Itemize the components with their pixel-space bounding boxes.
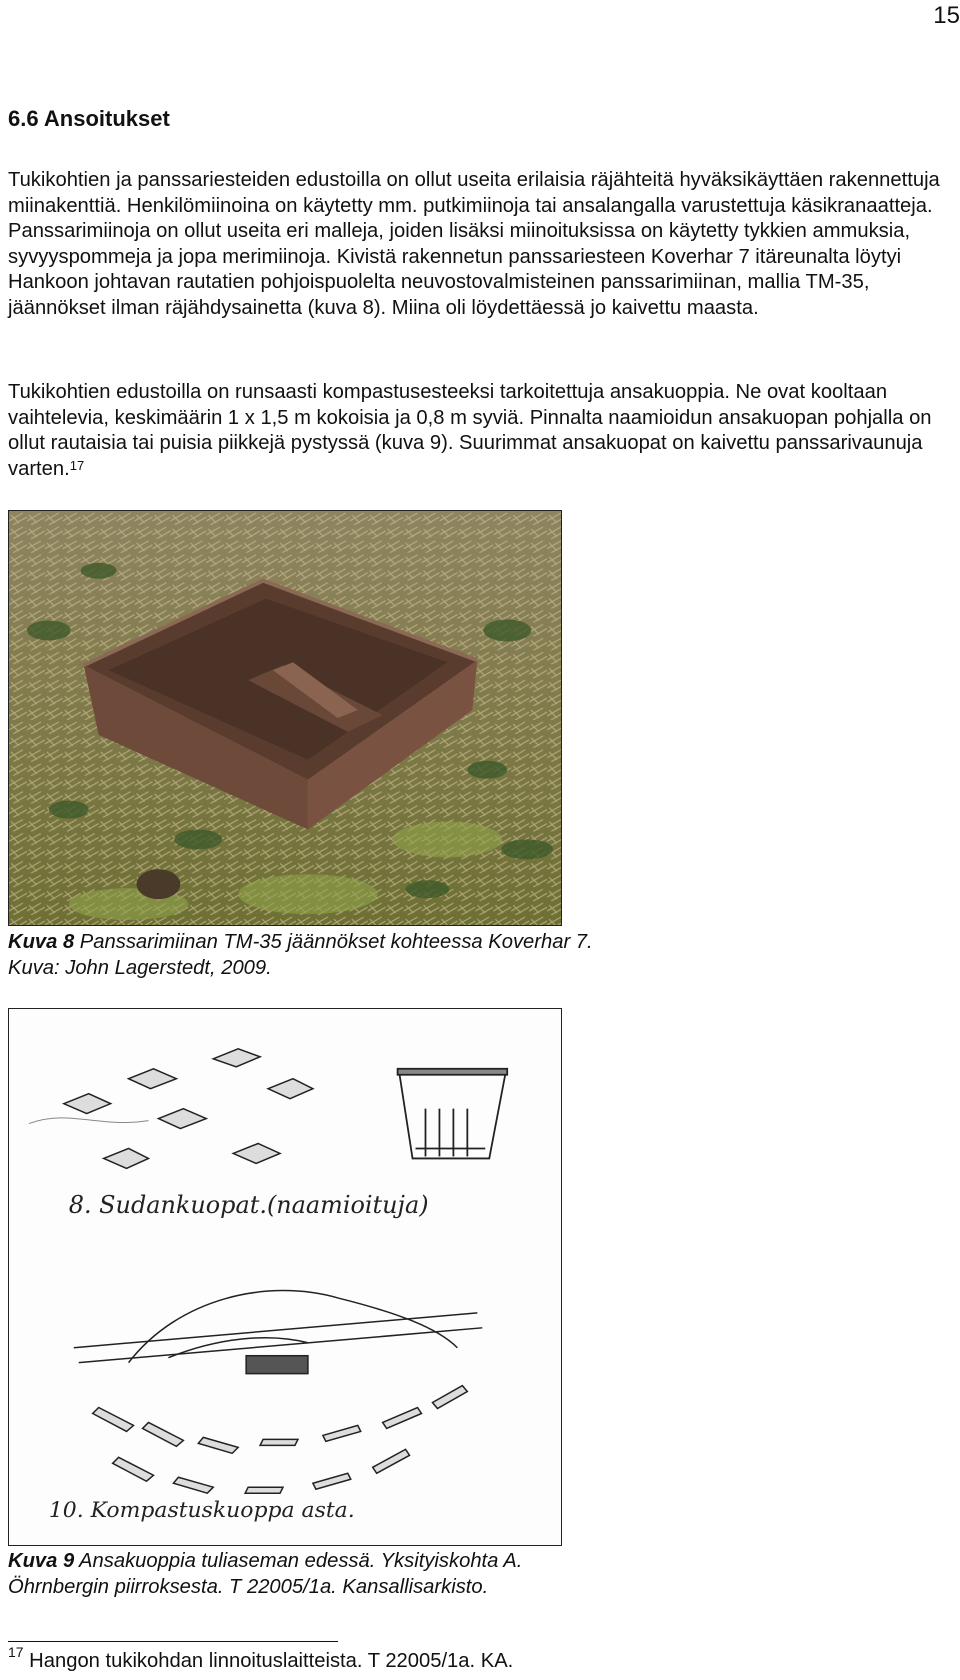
fire-position-icon: [74, 1291, 483, 1374]
page-number: 15: [933, 2, 960, 29]
figure8-caption-text: Panssarimiinan TM-35 jäännökset kohteessa Koverhar 7. Kuva: John Lagerstedt, 2009.: [8, 931, 593, 979]
figure9-caption-text: Ansakuoppia tuliaseman edessä. Yksityiskohta A. Öhrnbergin piirroksesta. T 22005/1a. Kansallisarkisto.: [8, 1550, 523, 1598]
sketch-label-2: 10. Kompastuskuoppa asta.: [48, 1498, 355, 1524]
camouflaged-pit-icons: [64, 1049, 313, 1169]
footnote-ref: 17: [69, 457, 85, 473]
figure9-caption: [8, 1548, 608, 1600]
figure8-caption: [8, 929, 608, 981]
sketch-label-1: 8. Sudankuopat.(naamioituja): [68, 1191, 429, 1220]
pit-cross-section-icon: [398, 1069, 508, 1159]
section-title: 6.6 Ansoitukset: [8, 106, 170, 131]
tripping-pit-icons: [93, 1386, 468, 1494]
paragraph-mines: Tukikohtien ja panssariesteiden edustoilla on ollut useita erilaisia räjähteitä hyväksikäyttäen rakennettuja miinakenttiä. Henkilömiinoina on käytetty mm. putkimiinoja tai ansalangalla varustettuja käsikranaatteja. Panssarimiinoja on ollut useita eri malleja, joiden lisäksi miinoituksissa on käytetty tykkien ammuksia, syvyyspommeja ja jopa merimiinoja. Kivistä rakennetun panssariesteen Koverhar 7 itäreunalta löytyi Hankoon johtavan rautatien pohjoispuolelta neuvostovalmisteinen panssarimiinan, mallia TM-35, jäännökset ilman räjähdysainetta (kuva 8). Miina oli löydettäessä jo kaivettu maasta.: [8, 169, 940, 319]
footnote-divider: [8, 1641, 338, 1642]
paragraph-trap-pits: [8, 380, 948, 482]
paragraph-trap-pits-text: Tukikohtien edustoilla on runsaasti kompastusesteeksi tarkoitettuja ansakuoppia. Ne ovat kooltaan vaihtelevia, keskimäärin 1 x 1,5 m kokoisia ja 0,8 m syviä. Pinnalta naamioidun ansakuopan pohjalla on ollut rautaisia tai puisia piikkejä pystyssä (kuva 9). Suurimmat ansakuopat on kaivettu panssarivaunuja varten.: [8, 381, 932, 480]
figure-trap-pits-sketch: [8, 1008, 562, 1546]
figure8-label: Kuva 8: [8, 931, 75, 953]
footnote-text: Hangon tukikohdan linnoituslaitteista. T 22005/1a. KA.: [23, 1650, 514, 1672]
figure9-label: Kuva 9: [8, 1550, 75, 1572]
mine-photo-illustration: [9, 511, 561, 925]
footnote-number: 17: [8, 1644, 24, 1660]
footnote: [8, 1644, 514, 1673]
figure-mine-photo: [8, 510, 562, 926]
trap-pits-sketch-illustration: [9, 1009, 561, 1545]
